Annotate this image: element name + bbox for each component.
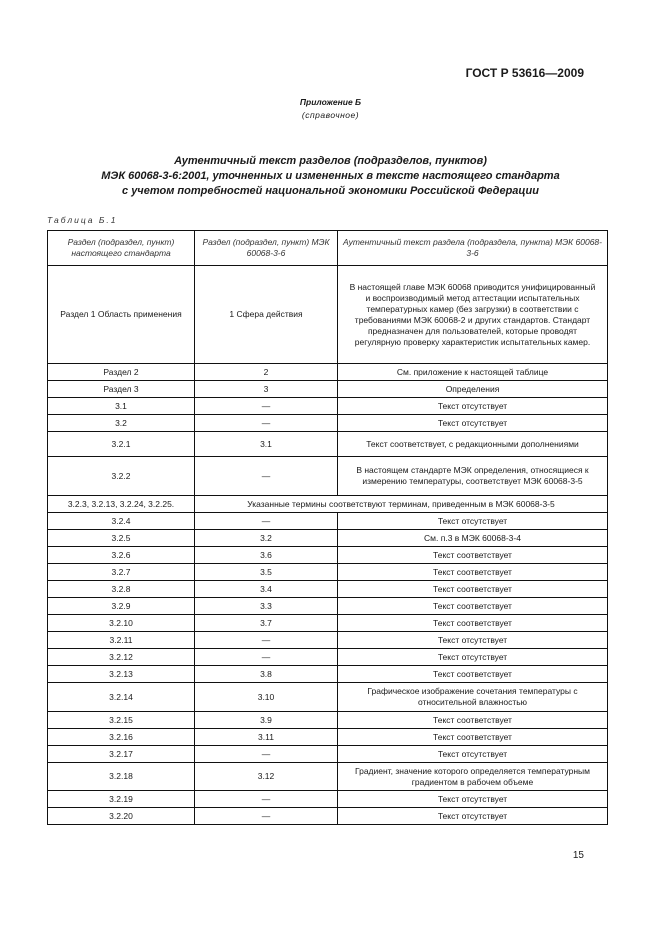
table-row <box>48 712 608 729</box>
table-cell: — <box>195 415 338 432</box>
table-row <box>48 530 608 547</box>
table-cell: 3.12 <box>195 763 338 791</box>
table-cell: 3.3 <box>195 598 338 615</box>
table-cell: 2 <box>195 364 338 381</box>
table-cell: Текст соответствует <box>338 712 608 729</box>
table-cell: 3.2 <box>195 530 338 547</box>
table-cell: Определения <box>338 381 608 398</box>
table-cell: Текст соответствует <box>338 581 608 598</box>
title-line: с учетом потребностей национальной экономики Российской Федерации <box>122 185 539 197</box>
table-cell: 3.2.12 <box>48 649 195 666</box>
table-caption: Таблица Б.1 <box>47 215 118 225</box>
table-row <box>48 746 608 763</box>
table-cell: 3.10 <box>195 683 338 712</box>
table-row <box>48 457 608 496</box>
table-row <box>48 513 608 530</box>
table-cell: Графическое изображение сочетания температуры с относительной влажностью <box>338 683 608 712</box>
table-cell: Текст соответствует <box>338 598 608 615</box>
table-cell: См. п.3 в МЭК 60068-3-4 <box>338 530 608 547</box>
table-cell: 3.2.14 <box>48 683 195 712</box>
table-cell: 3.2.6 <box>48 547 195 564</box>
table-cell: 3.2.18 <box>48 763 195 791</box>
table-row <box>48 266 608 364</box>
column-header: Раздел (подраздел, пункт) настоящего стандарта <box>48 231 195 266</box>
table-cell: В настоящей главе МЭК 60068 приводится унифицированный и воспроизводимый метод аттестации испытательных температурных камер (без загрузки) в соответствии с требованиями МЭК 60068-2 и других стандартов. Стандарт предназначен для пользователей, которые проводят регулярную проверку характеристик испытательных камер. <box>338 266 608 364</box>
table-row <box>48 808 608 825</box>
table-cell: — <box>195 808 338 825</box>
table-cell: 3.2.9 <box>48 598 195 615</box>
table-cell: Указанные термины соответствуют терминам, приведенным в МЭК 60068-3-5 <box>195 496 608 513</box>
table-row <box>48 496 608 513</box>
title-line: Аутентичный текст разделов (подразделов, пунктов) <box>174 155 487 167</box>
table-cell: Текст соответствует <box>338 615 608 632</box>
table-header-row <box>48 231 608 266</box>
table-cell: 1 Сфера действия <box>195 266 338 364</box>
table-cell: 3.8 <box>195 666 338 683</box>
column-header: Аутентичный текст раздела (подраздела, пункта) МЭК 60068-3-6 <box>338 231 608 266</box>
table-cell: 3.9 <box>195 712 338 729</box>
table-cell: — <box>195 791 338 808</box>
table-row <box>48 381 608 398</box>
document-title <box>0 154 661 199</box>
table-cell: — <box>195 632 338 649</box>
table-cell: 3.2.17 <box>48 746 195 763</box>
table-cell: Текст отсутствует <box>338 746 608 763</box>
page-number: 15 <box>572 850 584 861</box>
table-cell: 3.2.2 <box>48 457 195 496</box>
table-row <box>48 364 608 381</box>
table-row <box>48 632 608 649</box>
table-row <box>48 398 608 415</box>
table-cell: 3.5 <box>195 564 338 581</box>
table-cell: 3.2.16 <box>48 729 195 746</box>
table-row <box>48 564 608 581</box>
comparison-table <box>47 230 608 825</box>
table-cell: Раздел 3 <box>48 381 195 398</box>
table-row <box>48 666 608 683</box>
standard-number: ГОСТ Р 53616—2009 <box>465 66 584 80</box>
table-cell: Градиент, значение которого определяется температурным градиентом в рабочем объеме <box>338 763 608 791</box>
table-cell: 3.2.4 <box>48 513 195 530</box>
table-cell: 3.6 <box>195 547 338 564</box>
table-row <box>48 791 608 808</box>
table-cell: Текст отсутствует <box>338 808 608 825</box>
table-cell: Текст отсутствует <box>338 513 608 530</box>
title-line: МЭК 60068-3-6:2001, уточненных и измененных в тексте настоящего стандарта <box>101 170 560 182</box>
table-row <box>48 615 608 632</box>
table-cell: В настоящем стандарте МЭК определения, относящиеся к измерению температуры, соответствует МЭК 60068-3-5 <box>338 457 608 496</box>
table-cell: 3.2.1 <box>48 432 195 457</box>
table-cell: 3.2.10 <box>48 615 195 632</box>
table-cell: Текст отсутствует <box>338 791 608 808</box>
table-cell: — <box>195 398 338 415</box>
table-cell: Текст соответствует <box>338 547 608 564</box>
table-cell: Текст отсутствует <box>338 415 608 432</box>
table-cell: Раздел 2 <box>48 364 195 381</box>
table-row <box>48 598 608 615</box>
table-row <box>48 581 608 598</box>
table-cell: — <box>195 457 338 496</box>
table-cell: 3.1 <box>48 398 195 415</box>
table-cell: 3.11 <box>195 729 338 746</box>
table-row <box>48 432 608 457</box>
table-cell: См. приложение к настоящей таблице <box>338 364 608 381</box>
table-cell: 3.2.19 <box>48 791 195 808</box>
table-cell: Раздел 1 Область применения <box>48 266 195 364</box>
table-cell: 3.2.20 <box>48 808 195 825</box>
table-cell: 3.2.3, 3.2.13, 3.2.24, 3.2.25. <box>48 496 195 513</box>
table-cell: 3.2.8 <box>48 581 195 598</box>
table-row <box>48 415 608 432</box>
table-cell: 3 <box>195 381 338 398</box>
table-row <box>48 683 608 712</box>
table-row <box>48 547 608 564</box>
table-cell: 3.2.13 <box>48 666 195 683</box>
table-cell: Текст соответствует <box>338 729 608 746</box>
table-row <box>48 729 608 746</box>
table-cell: 3.1 <box>195 432 338 457</box>
table-cell: Текст отсутствует <box>338 649 608 666</box>
column-header: Раздел (подраздел, пункт) МЭК 60068-3-6 <box>195 231 338 266</box>
table-cell: 3.2.5 <box>48 530 195 547</box>
table-cell: Текст соответствует <box>338 564 608 581</box>
appendix-title: Приложение Б <box>299 97 362 107</box>
table-cell: Текст соответствует, с редакционными дополнениями <box>338 432 608 457</box>
table-cell: — <box>195 746 338 763</box>
appendix-note: (справочное) <box>301 110 360 120</box>
table-cell: 3.2.11 <box>48 632 195 649</box>
table-cell: 3.2 <box>48 415 195 432</box>
table-cell: Текст соответствует <box>338 666 608 683</box>
table-cell: 3.2.15 <box>48 712 195 729</box>
table-row <box>48 763 608 791</box>
table-row <box>48 649 608 666</box>
table-cell: — <box>195 649 338 666</box>
table-cell: 3.4 <box>195 581 338 598</box>
table-cell: Текст отсутствует <box>338 632 608 649</box>
table-cell: 3.7 <box>195 615 338 632</box>
table-cell: Текст отсутствует <box>338 398 608 415</box>
table-cell: 3.2.7 <box>48 564 195 581</box>
table-cell: — <box>195 513 338 530</box>
